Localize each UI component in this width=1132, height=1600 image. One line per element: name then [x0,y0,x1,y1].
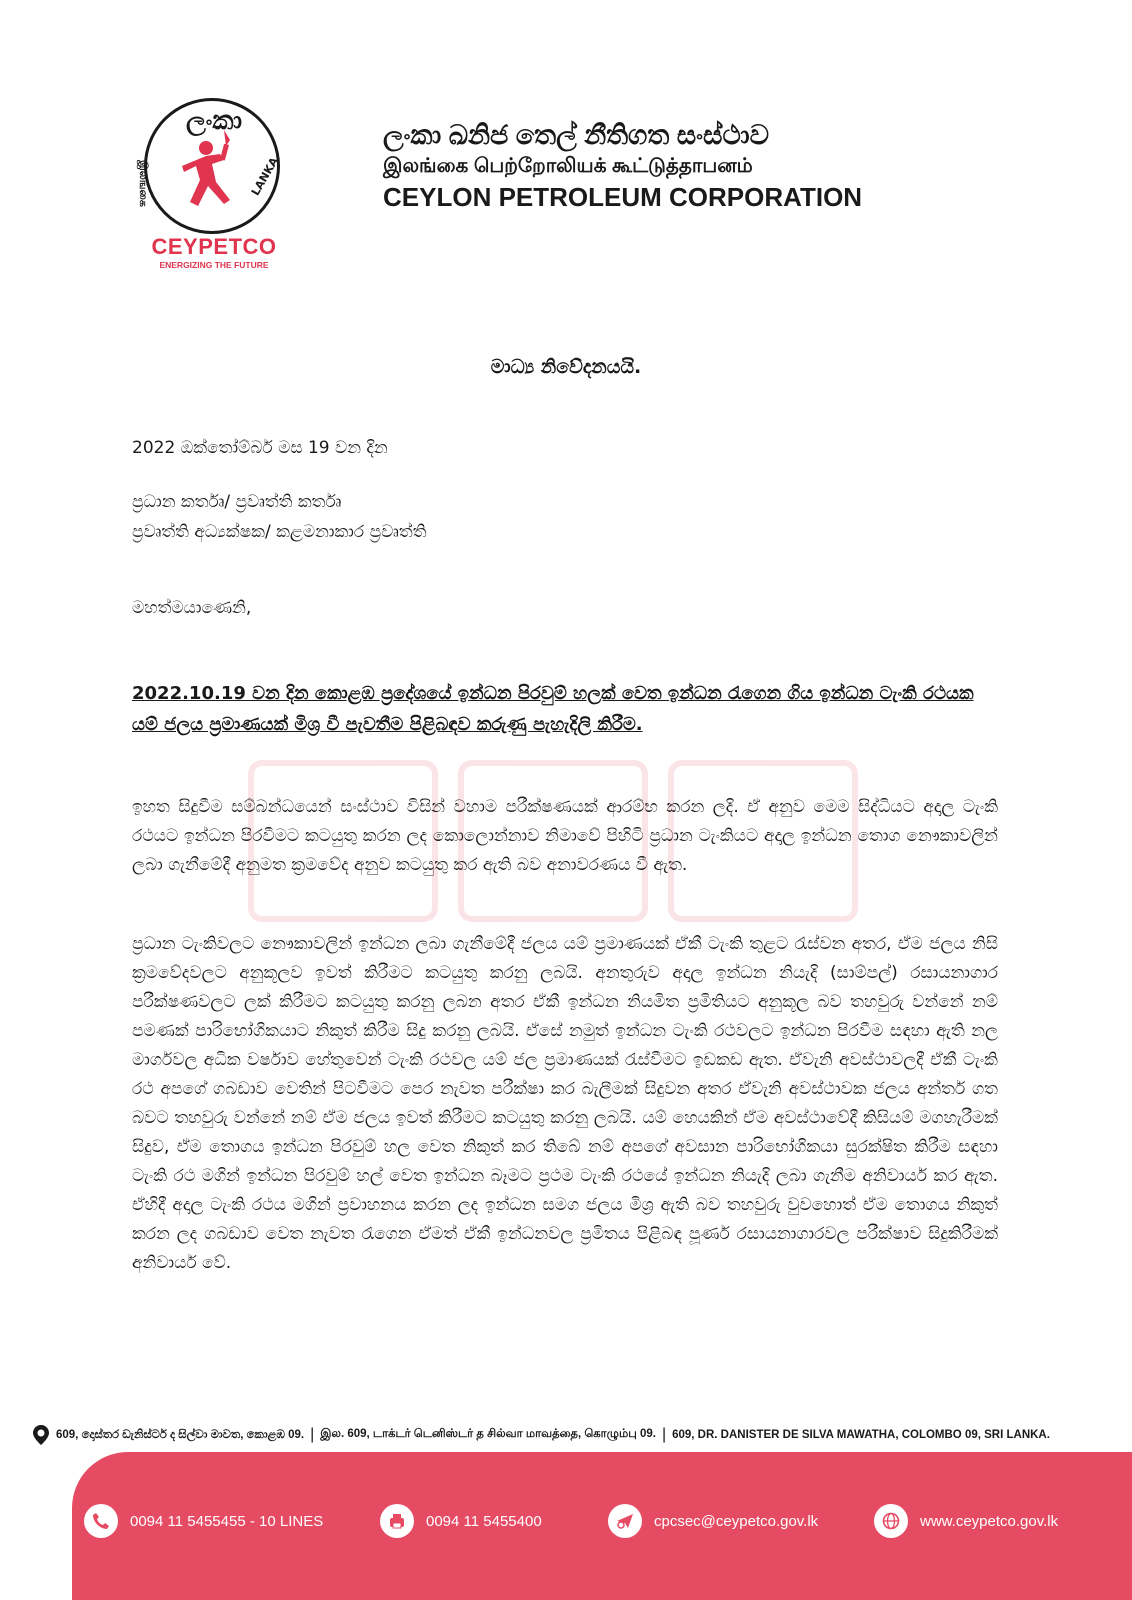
salutation: මහත්මයාණෙනි, [132,598,252,618]
phone-text: 0094 11 5455455 - 10 LINES [130,1512,324,1530]
location-pin-icon [32,1424,50,1446]
addressee-line-1: ප්‍රධාන කර්තෘ/ ප්‍රවෘත්ති කර්තෘ [132,492,342,512]
email-text: cpcsec@ceypetco.gov.lk [654,1512,819,1530]
logo-tagline: ENERGIZING THE FUTURE [159,260,269,270]
paragraph-2: ප්‍රධාන ටැංකිවලට නෞකාවලින් ඉන්ධන ලබා ගැනීමේදී ජලය යම් ප්‍රමාණයක් ඒකී ටැංකි තුළට රැස්වන අතර, ඒම ජලය නිසි ක්‍රමවේදවලට අනුකූලව ඉවත් කිරීමට කටයුතු කරනු ලබයි. අනතුරුව අදාල ඉන්ධන නියැදි (සාම්පල්) රසායනාගාර පරීක්ෂණවලට ලක් කිරීමට කටයුතු කරනු ලබන අතර ඒකී ඉන්ධන නියමිත ප්‍රමිතියට අනුකූල බව තහවුරු වන්නේ නම් පමණක් පාරිභෝගිකයාට නිකුත් කිරීම සිදු කරනු ලබයි. ඒසේ නමුත් ඉන්ධන ටැංකි රථවලට ඉන්ධන පිරවීම සඳහා ඇති නල මාර්ගවල අධික වර්ෂාව හේතුවෙන් ටැංකි රථවල යම් ජල ප්‍රමාණයක් රැස්වීමට ඉඩකඩ ඇත. ඒවැනි අවස්ථාවලදී ඒකී ටැංකි රථ අපගේ ගබඩාව වෙතින් පිටවීමට පෙර නැවත පරීක්ෂා කර බැලීමක් සිදුවන අතර ඒවැනි අවස්ථාවක ජලය අන්තර් ගත බවට තහවුරු වන්නේ නම් ඒම ජලය ඉවත් කිරීමට කටයුතු කරනු ලබයි. යම් හෙයකින් ඒම අවස්ථාවේදී කිසියම් මගහැරීමක් සිදුව, ඒම තොගය ඉන්ධන පිරවුම් හල වෙත නිකුත් කර තිබේ නම් අපගේ අවසාන පාරිභෝගිකයා සුරක්ෂිත කිරීම සඳහා ටැංකි රථ මගින් ඉන්ධන පිරවුම් හල් වෙත ඉන්ධන බෑමට ප්‍රථම ටැංකි රථයේ ඉන්ධන නියැදි ලබා ගැනීම අනිවාර්ය කර ඇත. ඒහිදී අදාල ටැංකි රථය මගින් ප්‍රවාහනය කරන ලද ඉන්ධන සමග ජලය මිශ්‍ර ඇති බව තහවුරු වුවහොත් ඒම තොගය නිකුත් කරන ලද ගබඩාව වෙත නැවත රැගෙන ඒමත් ඒකී ඉන්ධනවල ප්‍රමිතය පිළිබඳ පූර්ණ රසායනාගාරවල පරීක්ෂාව සිදුකිරීමක් අනිවාර්ය වේ. [132,934,998,1273]
address-sinhala: 609, දොස්තර ඩැනිස්ටර් ද සිල්වා මාවත, කොළඹ 09. [56,1428,305,1441]
address-english: 609, DR. DANISTER DE SILVA MAWATHA, COLOMBO 09, SRI LANKA. [672,1429,1050,1441]
contact-phone[interactable] [84,1504,323,1538]
addressee-line-2: ප්‍රවෘත්ති අධ්‍යක්ෂක/ කළමනාකාර ප්‍රවෘත්ති [132,522,427,542]
website-text: www.ceypetco.gov.lk [920,1512,1059,1530]
logo-arc-right: LANKA [248,155,281,198]
subject-heading: 2022.10.19 වන දින කොළඹ ප්‍රදේශයේ ඉන්ධන පිරවුම් හලක් වෙත ඉන්ධන රැගෙන ගිය ඉන්ධන ටැංකි රථයක යම් ජලය ප්‍රමාණයක් මිශ්‍ර වී පැවතීම පිළිබඳව කරුණු පැහැදිලි කිරීම. [132,683,974,735]
logo-arc-left: இலங்கை [137,160,150,207]
footer-address [32,1424,1108,1446]
email-icon [608,1504,642,1538]
contact-email[interactable] [608,1504,818,1538]
logo-brand: CEYPETCO [151,234,277,259]
logo-arc-top: ලංකා [185,106,243,136]
org-name-tamil: இலங்கை பெற்றோலியக் கூட்டுத்தாபனம் [383,155,753,177]
org-name-sinhala: ලංකා ඛනිජ තෙල් නීතිගත සංස්ථාව [383,120,770,150]
address-separator: | [310,1426,315,1443]
ceypetco-logo [136,98,292,274]
document-title: මාධ්‍ය නිවේදනයයි. [490,356,642,378]
contact-fax[interactable] [380,1504,542,1538]
contact-website[interactable] [874,1504,1058,1538]
org-name-english: CEYLON PETROLEUM CORPORATION [383,182,863,212]
fax-icon [380,1504,414,1538]
fax-text: 0094 11 5455400 [426,1512,542,1530]
address-separator: | [661,1426,667,1443]
paragraph-1: ඉහත සිදුවීම සම්බන්ධයෙන් සංස්ථාව විසින් වහාම පරීක්ෂණයක් ආරම්භ කරන ලදි. ඒ අනුව මෙම සිද්ධියට අදාල ටැංකි රථයට ඉන්ධන පිරවීමට කටයුතු කරන ලද කොලොන්නාව නිමාවේ පිහිටි ප්‍රධාන ටැංකියට අදාල ඉන්ධන තොග නෞකාවලින් ලබා ගැනීමේදී අනුමත ක්‍රමවේද අනුව කටයුතු කර ඇති බව අනාවරණය වී ඇත. [132,797,998,875]
globe-icon [874,1504,908,1538]
address-tamil: இல. 609, டாக்டர் டெனிஸ்டர் த சில்வா மாவத்தை, கொழும்பு 09. [320,1428,656,1440]
phone-icon [84,1504,118,1538]
document-date: 2022 ඔක්තෝම්බර් මස 19 වන දින [132,438,388,458]
organization-names [383,118,862,214]
footer-contacts [84,1498,1104,1544]
torch-runner-icon [176,126,252,222]
